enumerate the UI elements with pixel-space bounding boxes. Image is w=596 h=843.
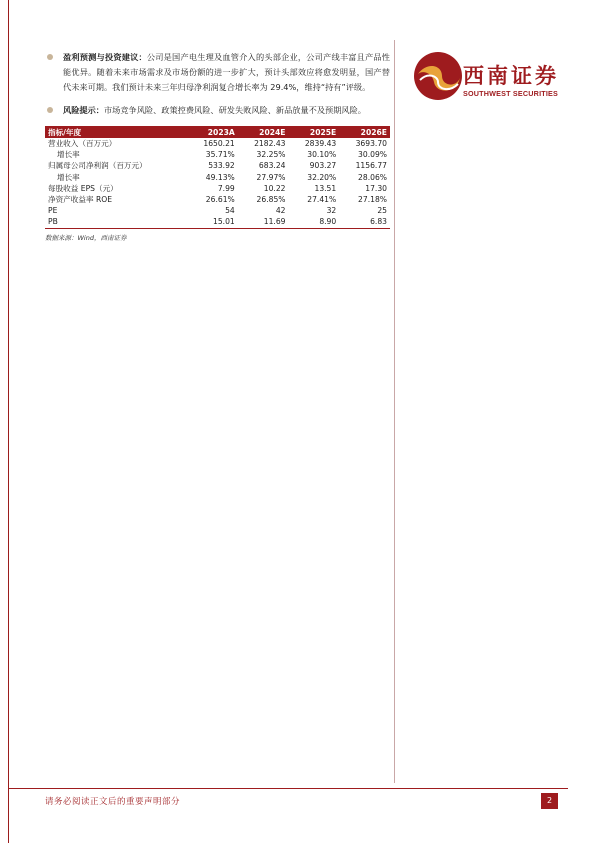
row-label: PB xyxy=(45,216,187,228)
table-row xyxy=(45,160,390,171)
table-cell: 7.99 xyxy=(217,183,235,193)
bullet-text: 市场竞争风险、政策控费风险、研发失败风险、新品放量不及预期风险。 xyxy=(103,105,366,115)
table-cell: 42 xyxy=(275,206,286,216)
footer-rule xyxy=(8,788,568,789)
table-cell: 54 xyxy=(225,206,235,216)
table-row xyxy=(45,194,390,205)
table-cell: 1650.21 xyxy=(203,139,235,149)
risk-warning-bullet xyxy=(45,103,390,118)
table-cell: 2839.43 xyxy=(304,139,337,149)
table-cell: 27.97% xyxy=(256,172,286,182)
row-label: PE xyxy=(48,206,58,216)
table-row xyxy=(45,216,390,228)
table-cell: 25 xyxy=(377,206,387,216)
data-source-note: 数据来源：Wind，西南证券 xyxy=(45,233,127,242)
table-cell: 15.01 xyxy=(187,216,238,228)
table-row xyxy=(45,205,390,216)
bullet-title: 盈利预测与投资建议： xyxy=(63,52,147,62)
table-cell: 26.85% xyxy=(256,195,286,205)
table-cell: 17.30 xyxy=(365,183,387,193)
table-cell: 2182.43 xyxy=(254,139,286,149)
column-header: 2024E xyxy=(238,126,289,138)
column-header: 2023A xyxy=(187,126,238,138)
footer-disclaimer: 请务必阅读正文后的重要声明部分 xyxy=(45,797,181,807)
table-cell: 28.06% xyxy=(358,172,387,182)
table-cell: 32.20% xyxy=(307,172,337,182)
table-cell: 35.71% xyxy=(205,150,235,160)
table-cell: 1156.77 xyxy=(355,161,387,171)
brand-name-en: SOUTHWEST SECURITIES xyxy=(463,89,559,98)
table-cell: 26.61% xyxy=(205,195,235,205)
left-border-rule xyxy=(8,0,9,843)
table-cell: 10.22 xyxy=(263,183,286,193)
financial-forecast-table xyxy=(45,126,390,229)
table-cell: 533.92 xyxy=(208,161,235,171)
column-divider xyxy=(394,40,395,783)
table-row xyxy=(45,149,390,160)
page-number: 2 xyxy=(541,793,558,809)
investment-advice-bullet xyxy=(45,50,390,95)
main-content xyxy=(45,50,390,242)
table-row xyxy=(45,172,390,183)
column-header: 2026E xyxy=(339,126,390,138)
table-cell: 32 xyxy=(326,206,337,216)
table-cell: 13.51 xyxy=(314,183,337,193)
brand-name-cn: 西南证券 xyxy=(463,63,559,88)
bullet-dot-icon xyxy=(47,107,53,113)
table-cell: 49.13% xyxy=(205,172,235,182)
row-label: 净资产收益率 ROE xyxy=(48,195,113,205)
column-header: 指标/年度 xyxy=(45,126,187,138)
table-cell: 8.90 xyxy=(289,216,340,228)
table-cell: 30.10% xyxy=(307,150,337,160)
table-cell: 32.25% xyxy=(256,150,286,160)
row-label: 营业收入（百万元） xyxy=(48,139,117,149)
column-header: 2025E xyxy=(289,126,340,138)
table-cell: 3693.70 xyxy=(355,139,387,149)
bullet-text: 公司是国产电生理及血管介入的头部企业，公司产线丰富且产品性能优异。随着未来市场需求及市场份额的进一步扩大，预计头部效应将愈发明显，国产替代未来可期。我们预计未来三年归母净利润复合增长率为 29.4%，维持“持有”评级。 xyxy=(63,52,390,92)
table-row xyxy=(45,183,390,194)
table-row xyxy=(45,138,390,149)
row-label: 增长率 xyxy=(57,172,80,182)
table-cell: 6.83 xyxy=(339,216,390,228)
row-label: 归属母公司净利润（百万元） xyxy=(48,161,147,171)
row-label: 增长率 xyxy=(57,150,80,160)
table-cell: 27.18% xyxy=(358,195,387,205)
table-cell: 683.24 xyxy=(258,161,286,171)
table-cell: 30.09% xyxy=(358,150,387,160)
table-cell: 903.27 xyxy=(309,161,337,171)
table-header-row xyxy=(45,126,390,138)
bullet-title: 风险提示： xyxy=(63,105,104,115)
bullet-dot-icon xyxy=(47,54,53,60)
table-cell: 27.41% xyxy=(307,195,337,205)
table-cell: 11.69 xyxy=(238,216,289,228)
row-label: 每股收益 EPS（元） xyxy=(48,183,118,193)
